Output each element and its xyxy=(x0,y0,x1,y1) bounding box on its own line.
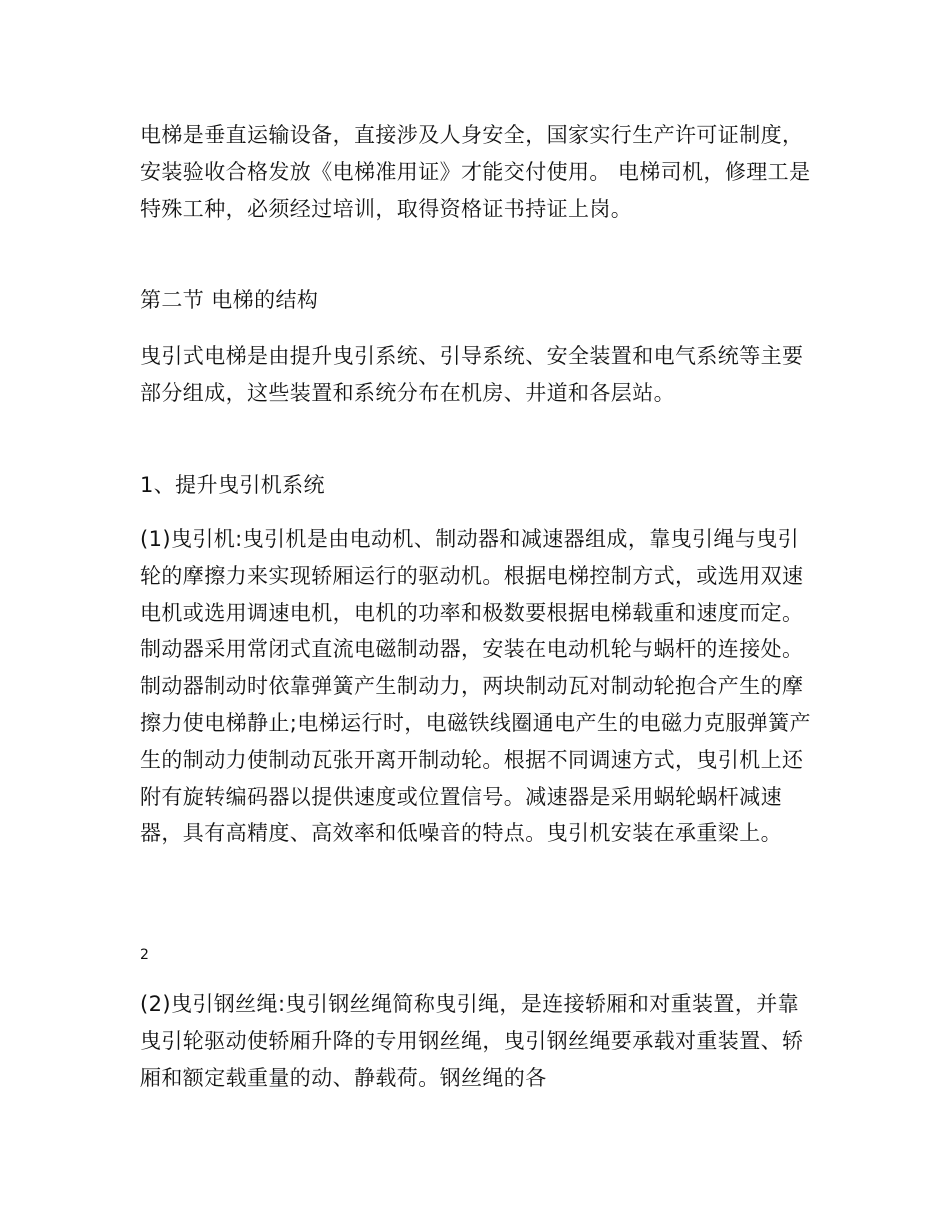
page-number: 2 xyxy=(140,947,149,963)
section-heading: 第二节 电梯的结构 xyxy=(140,288,319,312)
subsection-heading: 1、提升曳引机系统 xyxy=(140,473,325,497)
paragraph-traction-rope: (2)曳引钢丝绳:曳引钢丝绳简称曳引绳，是连接轿厢和对重装置，并靠曳引轮驱动使轿厢升降的专用钢丝绳，曳引钢丝绳要承载对重装置、轿厢和额定载重量的动、静载荷。钢丝绳的各 xyxy=(140,992,804,1090)
paragraph-traction-machine: (1)曳引机:曳引机是由电动机、制动器和减速器组成，靠曳引绳与曳引轮的摩擦力来实现轿厢运行的驱动机。根据电梯控制方式，或选用双速电机或选用调速电机，电机的功率和极数要根据电梯载重和速度而定。制动器采用常闭式直流电磁制动器，安装在电动机轮与蜗杆的连接处。制动器制动时依靠弹簧产生制动力，两块制动瓦对制动轮抱合产生的摩擦力使电梯静止;电梯运行时，电磁铁线圈通电产生的电磁力克服弹簧产生的制动力使制动瓦张开离开制动轮。根据不同调速方式，曳引机上还附有旋转编码器以提供速度或位置信号。减速器是采用蜗轮蜗杆减速器，具有高精度、高效率和低噪音的特点。曳引机安装在承重梁上。 xyxy=(140,527,811,846)
paragraph-elevator-license: 电梯是垂直运输设备，直接涉及人身安全，国家实行生产许可证制度，安装验收合格发放《电梯准用证》才能交付使用。 电梯司机，修理工是特殊工种，必须经过培训，取得资格证书持证上岗。 xyxy=(140,123,811,221)
paragraph-elevator-structure: 曳引式电梯是由提升曳引系统、引导系统、安全装置和电气系统等主要部分组成，这些装置和系统分布在机房、井道和各层站。 xyxy=(140,344,804,405)
